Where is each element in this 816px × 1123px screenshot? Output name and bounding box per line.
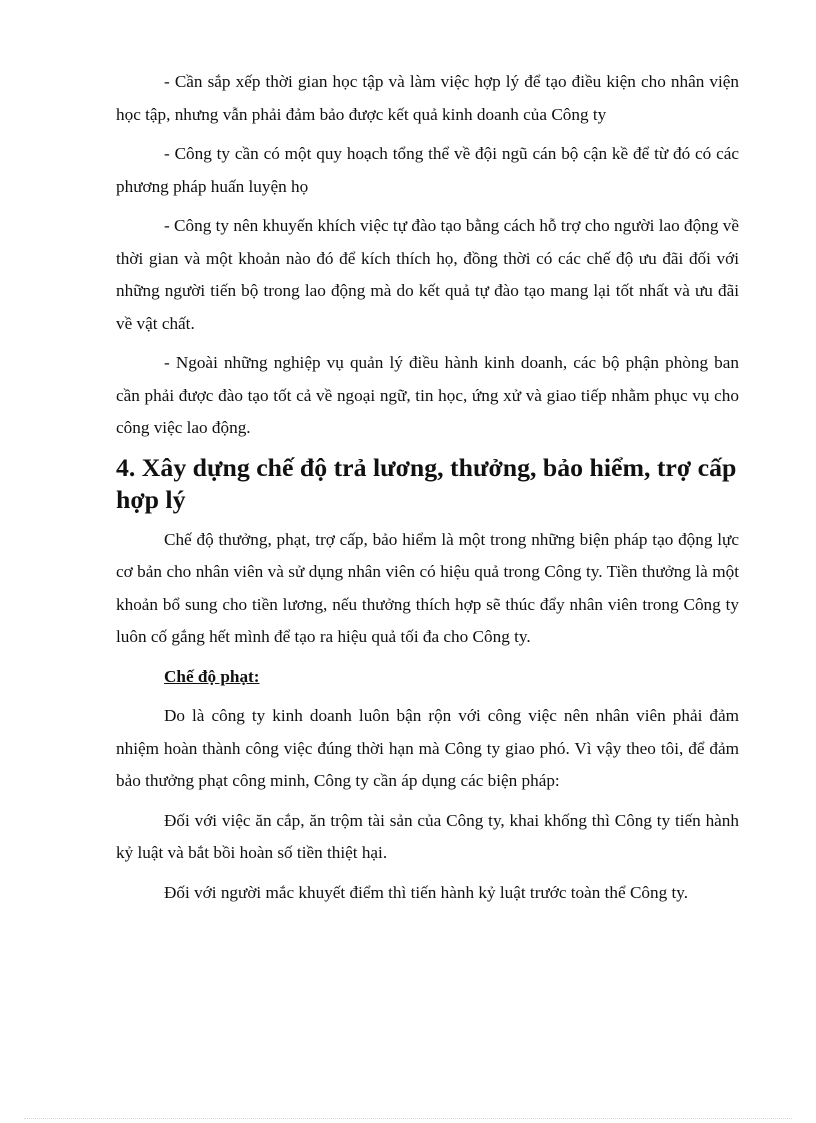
penalty-paragraph-1: Do là công ty kinh doanh luôn bận rộn với công việc nên nhân viên phải đảm nhiệm hoàn thành công việc đúng thời hạn mà Công ty giao phó. Vì vậy theo tôi, để đảm bảo thưởng phạt công minh, Công ty cần áp dụng các biện pháp: (116, 706, 739, 790)
body-paragraph-1: - Cần sắp xếp thời gian học tập và làm việc hợp lý để tạo điều kiện cho nhân viện học tập, nhưng vẫn phải đảm bảo được kết quả kinh doanh của Công ty (116, 72, 739, 124)
subheading-penalty (116, 661, 739, 694)
penalty-paragraph-2: Đối với việc ăn cắp, ăn trộm tài sản của Công ty, khai khống thì Công ty tiến hành kỷ luật và bắt bồi hoàn số tiền thiệt hại. (116, 810, 739, 862)
page-bottom-rule (24, 1118, 792, 1119)
subheading-text: Chế độ phạt: (164, 666, 260, 686)
section-heading: 4. Xây dựng chế độ trả lương, thưởng, bảo hiểm, trợ cấp hợp lý (116, 452, 737, 514)
body-paragraph-2: - Công ty cần có một quy hoạch tổng thể về đội ngũ cán bộ cận kề để từ đó có các phương pháp huấn luyện họ (116, 144, 739, 196)
body-paragraph-3: - Công ty nên khuyến khích việc tự đào tạo bằng cách hỗ trợ cho người lao động về thời gian và một khoản nào đó để kích thích họ, đồng thời có các chế độ ưu đãi đối với những người tiến bộ trong lao động mà do kết quả tự đào tạo mang lại tốt nhất và ưu đãi về vật chất. (116, 216, 739, 333)
body-paragraph-4: - Ngoài những nghiệp vụ quản lý điều hành kinh doanh, các bộ phận phòng ban cần phải được đào tạo tốt cả về ngoại ngữ, tin học, ứng xử và giao tiếp nhằm phục vụ cho công việc lao động. (116, 353, 739, 437)
document-page (116, 66, 739, 909)
penalty-paragraph-3: Đối với người mắc khuyết điểm thì tiến hành kỷ luật trước toàn thể Công ty. (164, 882, 689, 902)
section-intro-paragraph: Chế độ thưởng, phạt, trợ cấp, bảo hiểm là một trong những biện pháp tạo động lực cơ bản cho nhân viên và sử dụng nhân viên có hiệu quả trong Công ty. Tiền thưởng là một khoản bổ sung cho tiền lương, nếu thưởng thích hợp sẽ thúc đẩy nhân viên trong Công ty luôn cố gắng hết mình để tạo ra hiệu quả tối đa cho Công ty. (116, 529, 739, 646)
